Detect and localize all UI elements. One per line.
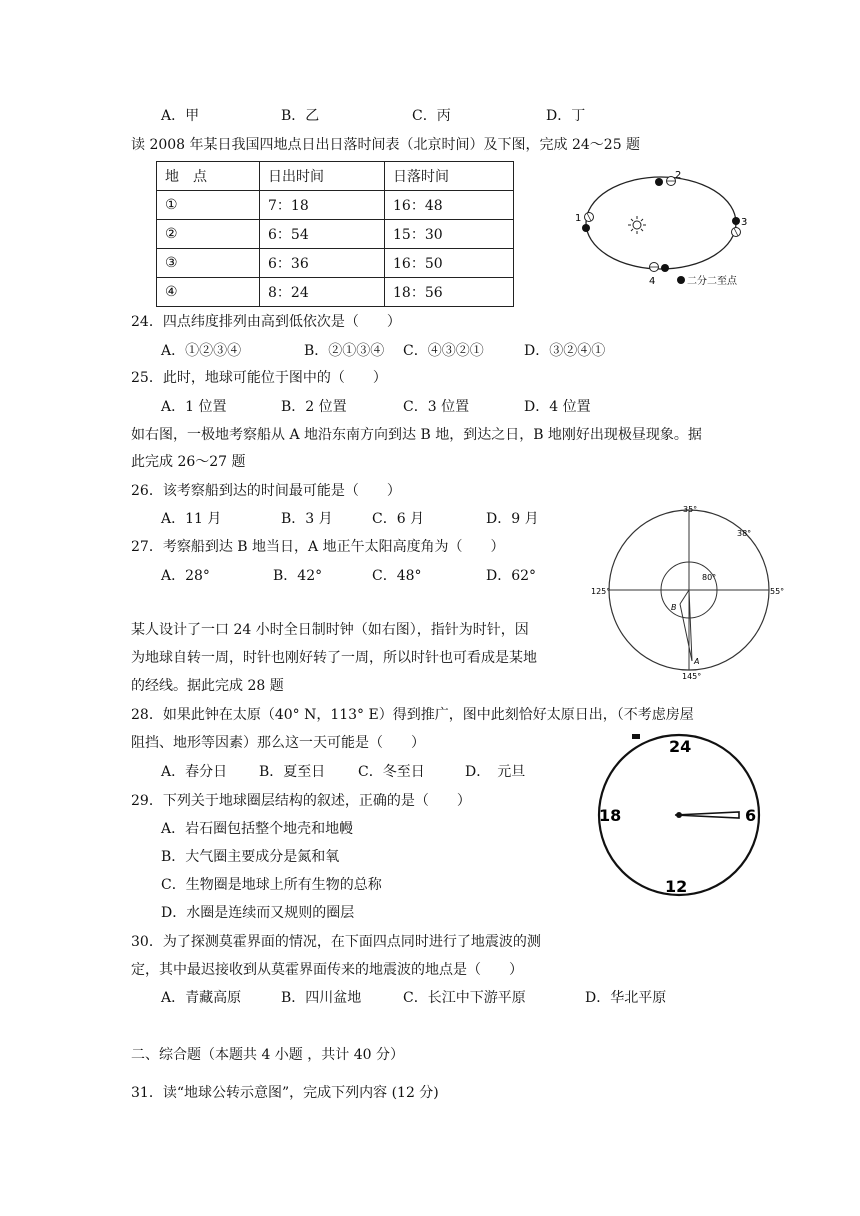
label-38: 38° [737,529,752,538]
solstice-equinox-dot [582,224,590,232]
header-location: 地 点 [157,162,260,191]
table-cell: ① [157,191,260,220]
table-cell: 16：50 [385,249,514,278]
table-cell: ④ [157,278,260,307]
q27-option-b: B．42° [273,568,323,584]
intro-26-27-line-2: 此完成 26～27 题 [131,454,246,470]
q25-option-d: D．4 位置 [524,399,591,415]
table-cell: 7：18 [260,191,385,220]
intro-28-line-2: 为地球自转一周，时针也刚好转了一周，所以时针也可看成是某地 [131,650,537,666]
clock-marker [632,734,640,739]
q24-stem: 24．四点纬度排列由高到低依次是（ ） [131,314,401,330]
q30-stem-line-2: 定，其中最迟接收到从莫霍界面传来的地震波的地点是（ ） [131,962,523,978]
point-a-label: A [694,657,700,666]
q27-option-c: C．48° [372,568,422,584]
q29-option-b: B．大气圈主要成分是氮和氧 [161,849,340,865]
sunrise-sunset-table [156,161,514,307]
table-row [157,220,514,249]
clock-diagram [585,728,775,918]
q28-option-d: D． 元旦 [465,764,526,780]
table-row [157,278,514,307]
q23-option-d: D．丁 [546,108,586,124]
clock-numeral-12: 12 [665,877,688,896]
intro-24-25: 读 2008 年某日我国四地点日出日落时间表（北京时间）及下图，完成 24～25 题 [131,137,641,153]
polar-diagram [590,496,790,686]
table-row [157,191,514,220]
q30-option-b: B．四川盆地 [281,990,362,1006]
q23-option-b: B．乙 [281,108,320,124]
q24-option-a: A．①②③④ [161,343,242,359]
q24-option-b: B．②①③④ [304,343,385,359]
q25-stem: 25．此时，地球可能位于图中的（ ） [131,370,387,386]
q26-option-a: A．11 月 [161,511,222,527]
hour-hand [675,812,739,818]
table-cell: ③ [157,249,260,278]
solstice-equinox-dot [661,264,669,272]
point-b-label: B [671,603,677,612]
sun-icon [628,216,646,234]
q30-stem-line-1: 30．为了探测莫霍界面的情况，在下面四点同时进行了地震波的测 [131,934,541,950]
q29-option-a: A．岩石圈包括整个地壳和地幔 [161,821,354,837]
intro-28-line-3: 的经线。据此完成 28 题 [131,678,284,694]
label-145: 145° [682,672,702,681]
table-cell: 18：56 [385,278,514,307]
q23-option-c: C．丙 [412,108,451,124]
table-cell: 8：24 [260,278,385,307]
label-125: 125° [591,587,611,596]
orbit-diagram [565,165,765,290]
intro-26-27-line-1: 如右图，一极地考察船从 A 地沿东南方向到达 B 地，到达之日，B 地刚好出现极昼现象。据 [131,427,702,443]
q25-option-b: B．2 位置 [281,399,347,415]
q27-stem: 27．考察船到达 B 地当日，A 地正午太阳高度角为（ ） [131,539,505,555]
q29-option-c: C．生物圈是地球上所有生物的总称 [161,877,382,893]
position-label-2: 2 [675,170,682,181]
clock-numeral-18: 18 [599,806,622,825]
orbit-ellipse [586,177,736,269]
q28-option-b: B．夏至日 [259,764,326,780]
q30-option-a: A．青藏高原 [161,990,242,1006]
table-cell: 6：36 [260,249,385,278]
label-55: 55° [770,587,785,596]
q24-option-d: D．③②④① [524,343,606,359]
table-cell: ② [157,220,260,249]
q31-stem: 31．读“地球公转示意图”，完成下列内容 (12 分) [131,1085,439,1101]
q24-option-c: C．④③②① [403,343,484,359]
solstice-equinox-dot [732,217,740,225]
q29-stem: 29．下列关于地球圈层结构的叙述，正确的是（ ） [131,793,471,809]
position-label-4: 4 [649,276,656,287]
position-label-1: 1 [575,213,582,224]
position-label-3: 3 [741,217,748,228]
table-cell: 6：54 [260,220,385,249]
q28-stem-line-1: 28．如果此钟在太原（40° N，113° E）得到推广，图中此刻恰好太原日出，（不考虑房屋 [131,707,694,723]
q28-option-a: A．春分日 [161,764,228,780]
q23-option-a: A．甲 [161,108,200,124]
q28-stem-line-2: 阻挡、地形等因素）那么这一天可能是（ ） [131,735,425,751]
q29-option-d: D．水圈是连续而又规则的圈层 [161,905,355,921]
section-2-title: 二、综合题（本题共 4 小题 ，共计 40 分） [131,1047,404,1063]
route-line [680,590,689,604]
orbit-legend: 二分二至点 [687,276,737,287]
table-cell: 15：30 [385,220,514,249]
q30-option-d: D．华北平原 [585,990,667,1006]
label-80: 80° [702,573,717,582]
table-row [157,249,514,278]
table-header-row [157,162,514,191]
header-sunrise: 日出时间 [260,162,385,191]
q30-option-c: C．长江中下游平原 [403,990,526,1006]
solstice-equinox-dot [655,178,663,186]
q26-option-c: C．6 月 [372,511,425,527]
q28-option-c: C．冬至日 [358,764,425,780]
table-cell: 16：48 [385,191,514,220]
q26-option-b: B．3 月 [281,511,333,527]
header-sunset: 日落时间 [385,162,514,191]
intro-28-line-1: 某人设计了一口 24 小时全日制时钟（如右图），指针为时针，因 [131,622,529,638]
clock-numeral-24: 24 [669,737,692,756]
q27-option-d: D．62° [486,568,537,584]
q26-option-d: D．9 月 [486,511,539,527]
q26-stem: 26．该考察船到达的时间最可能是（ ） [131,483,401,499]
legend-dot-icon [677,276,685,284]
q25-option-c: C．3 位置 [403,399,470,415]
clock-numeral-6: 6 [745,806,757,825]
q25-option-a: A．1 位置 [161,399,227,415]
q27-option-a: A．28° [161,568,210,584]
clock-center [676,812,682,818]
label-35: 35° [683,505,698,514]
